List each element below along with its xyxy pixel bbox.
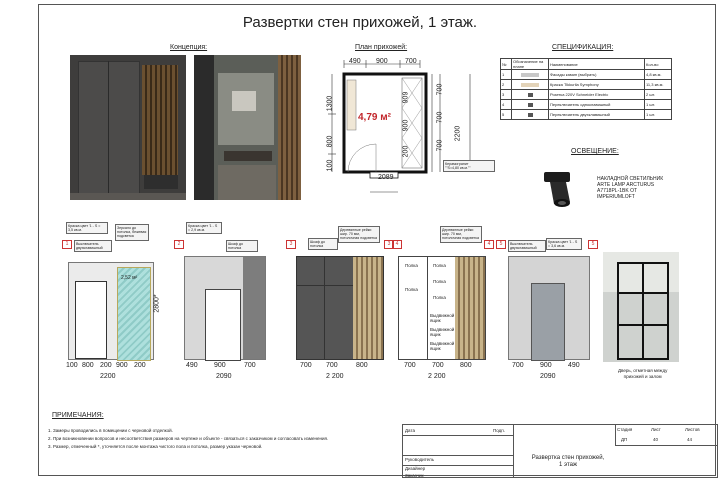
callout-wardrobe-3: Шкаф до потолка	[308, 238, 338, 250]
concept-header: Концепция:	[170, 44, 208, 51]
plan-dim-right-total: 2200	[454, 125, 462, 142]
elevation-4-wall	[398, 256, 486, 360]
plan-area-label: 4,79 м²	[358, 112, 391, 123]
stamp-sheet-value: 40	[653, 437, 659, 442]
concept-photo-1	[70, 55, 186, 200]
spec-col-num: №	[501, 59, 512, 70]
callout-wardrobe-2: Шкаф до потолка	[226, 240, 258, 252]
spec-header: СПЕЦИФИКАЦИЯ:	[552, 44, 614, 51]
spec-row: 4 Переключатель одноклавишный 1 шт.	[501, 100, 672, 110]
page-title: Развертки стен прихожей, 1 этаж.	[242, 14, 478, 31]
spec-row: 2 Краска Tikkurila Symphony 11,3 кв.м.	[501, 80, 672, 90]
note-item: 3. Размер, отмеченный *, уточняется после монтажа чистого пола и потолка, размер указан черновой.	[48, 444, 263, 449]
plan-dim-bottom: 2089	[378, 174, 394, 181]
plan-dim-top-1: 490	[349, 58, 361, 65]
stamp-stage-label: Стадия	[617, 427, 633, 432]
elevation-2-dim-1: 490	[186, 362, 198, 369]
elevation-marker-5: 5	[496, 240, 506, 249]
callout-slats-3: Деревянные рейки шир. 70 мм, потолочная подсветка	[338, 226, 380, 243]
plan-dim-left-3: 100	[326, 159, 334, 172]
plan-note-tile: Керамогранит ""S=4,80 кв.м.""	[443, 160, 495, 172]
plan-dim-top-2: 900	[376, 58, 388, 65]
plan-header: План прихожей:	[355, 44, 408, 51]
elevation-2-total: 2090	[216, 373, 232, 380]
elevation-3-wall	[296, 256, 384, 360]
elevation-1-height: 2800*	[153, 294, 161, 313]
elevation-5-total: 2090	[540, 373, 556, 380]
spec-col-mark: Обозначение на плане	[512, 59, 549, 70]
elevation-5-dim-2: 900	[540, 362, 552, 369]
callout-switch-5: Выключатель двухклавишный	[508, 240, 546, 252]
elevation-1-dim-1: 100	[66, 362, 78, 369]
plan-dim-left-2: 800	[326, 135, 334, 148]
callout-paint-5: Краска цвет '1 - S = 3,6 кв.м.	[546, 238, 582, 250]
spec-col-qty: Кол-во	[645, 59, 672, 70]
callout-paint-2: Краска цвет '1 - S = 2,9 кв.м.	[186, 222, 222, 234]
door-photo	[603, 252, 679, 362]
elevation-1-total: 2200	[100, 373, 116, 380]
note-item: 2. При возникновении вопросов и несоответствия размеров на чертеже и объекте - связаться с заказчиком и согласовать изменения.	[48, 436, 329, 441]
stamp-sheets-value: 44	[687, 437, 693, 442]
stamp-sign: Подп.	[493, 428, 505, 433]
spec-table	[500, 58, 672, 120]
plan-dim-mid-1: 909	[402, 91, 410, 104]
shelf-label: Полка	[433, 279, 446, 284]
elevation-marker-4-end: 4	[484, 240, 494, 249]
mirror-area: 2,52 м²	[121, 275, 138, 281]
spec-row: 5 Переключатель двухклавишный 1 шт.	[501, 110, 672, 120]
title-block	[402, 424, 718, 478]
stamp-sheets-label: Листов	[685, 427, 700, 432]
elevation-1-dim-3: 200	[100, 362, 112, 369]
ceiling-lamp-icon	[540, 170, 580, 210]
elevation-3-dim-1: 700	[300, 362, 312, 369]
elevation-1-wall	[68, 262, 154, 360]
elevation-1-dim-5: 200	[134, 362, 146, 369]
elevation-1-dim-4: 900	[116, 362, 128, 369]
spec-row: 1 Фасады камин (выбрать) 4,8 кв.м.	[501, 70, 672, 80]
elevation-2-dim-3: 700	[244, 362, 256, 369]
elevation-4-dim-1: 700	[404, 362, 416, 369]
plan-dim-right-2: 700	[436, 111, 444, 124]
elevation-4-dim-3: 800	[460, 362, 472, 369]
stamp-client: Заказчик	[405, 473, 424, 478]
elevation-marker-1: 1	[62, 240, 72, 249]
elevation-4-dim-2: 700	[432, 362, 444, 369]
plan-dim-mid-3: 200	[402, 145, 410, 158]
concept-photo-2	[194, 55, 301, 200]
plan-dim-left-1: 1300	[326, 95, 334, 112]
stamp-sheet-label: Лист	[651, 427, 661, 432]
light-header: ОСВЕЩЕНИЕ:	[571, 148, 619, 155]
plan-dim-mid-2: 900	[402, 119, 410, 132]
elevation-2-dim-2: 900	[214, 362, 226, 369]
elevation-3-dim-3: 800	[356, 362, 368, 369]
drawer-label: Выдвижной ящик	[430, 313, 455, 323]
plan-dim-top-3: 700	[405, 58, 417, 65]
elevation-5-wall	[508, 256, 590, 360]
notes-title: ПРИМЕЧАНИЯ:	[52, 412, 104, 419]
elevation-5-dim-3: 490	[568, 362, 580, 369]
elevation-2-wall	[184, 256, 266, 360]
elevation-marker-3-end: 3	[384, 240, 394, 249]
note-item: 1. Замеры проводились в помещении с черновой отделкой.	[48, 428, 173, 433]
elevation-3-dim-2: 700	[326, 362, 338, 369]
stamp-date: Дата	[405, 428, 415, 433]
shelf-label: Полка	[405, 263, 418, 268]
light-description: НАКЛАДНОЙ СВЕТИЛЬНИК ARTE LAMP ARCTURUS A7718PL-1BK ОТ IMPERIUMLOFT	[597, 176, 664, 200]
drawer-label: Выдвижной ящик	[430, 341, 455, 351]
stamp-manager: Руководитель	[405, 457, 434, 462]
shelf-label: Полка	[433, 263, 446, 268]
stamp-stage-value: ДП	[621, 437, 628, 442]
spec-row: 3 Розетка 220V Schneider Electric 2 шт.	[501, 90, 672, 100]
callout-switch-2: Выключатель двухклавишный	[74, 240, 112, 252]
shelf-label: Полка	[405, 287, 418, 292]
spec-col-name: Наименование	[549, 59, 645, 70]
callout-mirror: Зеркало до потолка, бежевая подсветка	[115, 224, 149, 241]
door-caption: Дверь, отметная между прихожей и залом	[618, 368, 668, 379]
plan-dim-right-3: 700	[436, 139, 444, 152]
stamp-designer: Дизайнер	[405, 466, 426, 471]
elevation-1-dim-2: 800	[82, 362, 94, 369]
elevation-marker-4: 4	[392, 240, 402, 249]
stamp-sheet-title: Развертка стен прихожей, 1 этаж	[531, 455, 605, 468]
elevation-marker-2: 2	[174, 240, 184, 249]
elevation-marker-5-end: 5	[588, 240, 598, 249]
floor-plan	[320, 54, 500, 206]
plan-dim-right-1: 700	[436, 83, 444, 96]
elevation-4-total: 2 200	[428, 373, 446, 380]
elevation-3-total: 2 200	[326, 373, 344, 380]
callout-slats-4: Деревянные рейки шир. 70 мм, потолочная подсветка	[440, 226, 482, 243]
shelf-label: Полка	[433, 295, 446, 300]
elevation-5-dim-1: 700	[512, 362, 524, 369]
elevation-marker-3: 3	[286, 240, 296, 249]
drawer-label: Выдвижной ящик	[430, 327, 455, 337]
callout-switch: Краска цвет '1 - S = 3,5 кв.м.	[66, 222, 108, 234]
